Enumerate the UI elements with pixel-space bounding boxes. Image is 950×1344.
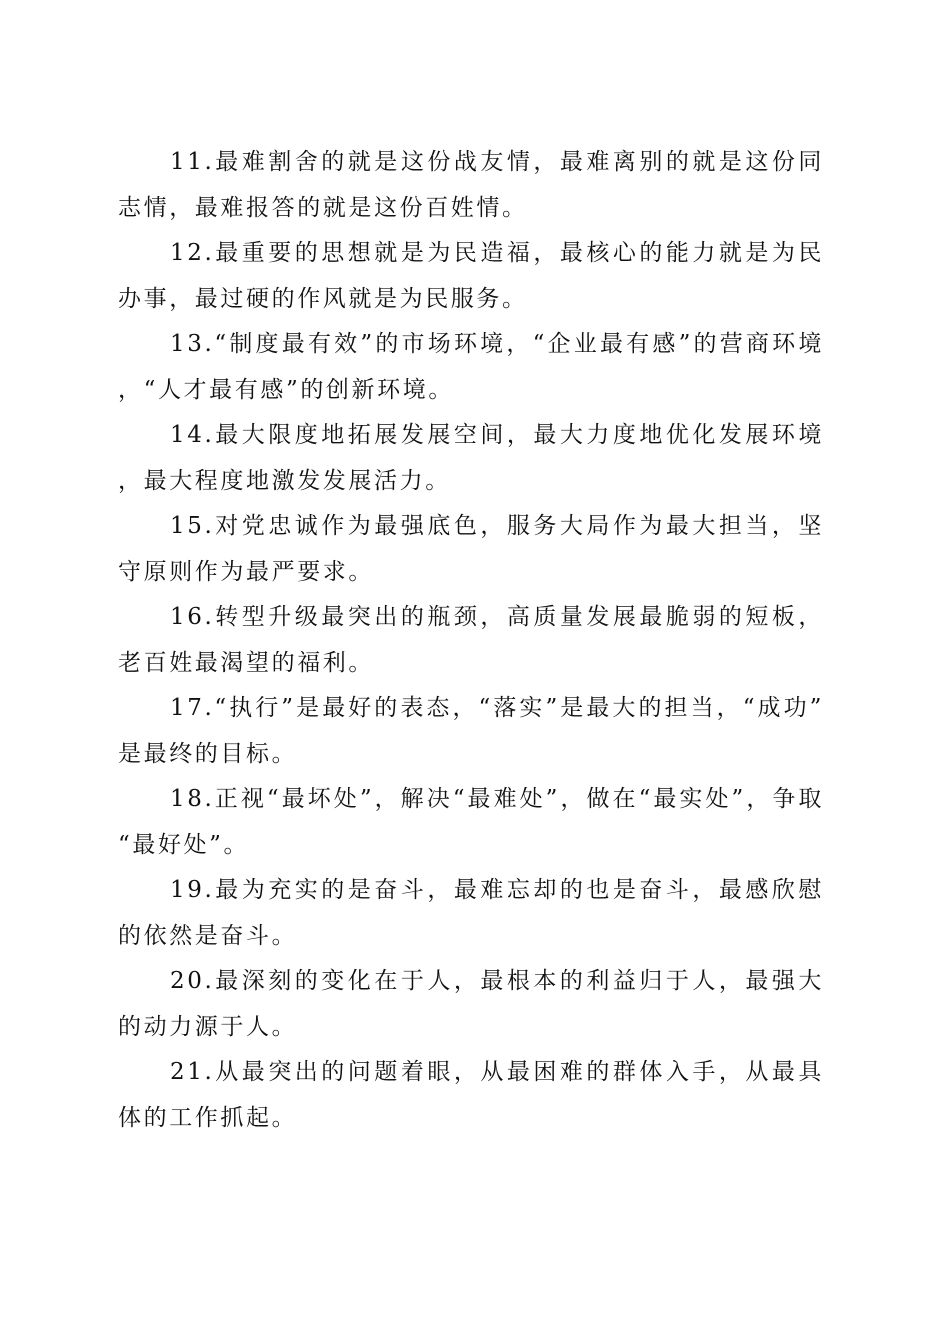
paragraph-12: 12.最重要的思想就是为民造福，最核心的能力就是为民办事，最过硬的作风就是为民服务。 xyxy=(118,240,824,312)
paragraph-17: 17.“执行”是最好的表态，“落实”是最大的担当，“成功”是最终的目标。 xyxy=(118,695,824,767)
paragraph-16: 16.转型升级最突出的瓶颈，高质量发展最脆弱的短板，老百姓最渴望的福利。 xyxy=(118,604,824,676)
paragraph-13: 13.“制度最有效”的市场环境，“企业最有感”的营商环境，“人才最有感”的创新环境。 xyxy=(118,331,824,403)
paragraph-18: 18.正视“最坏处”，解决“最难处”，做在“最实处”，争取“最好处”。 xyxy=(118,786,824,858)
paragraph-19: 19.最为充实的是奋斗，最难忘却的也是奋斗，最感欣慰的依然是奋斗。 xyxy=(118,877,824,949)
paragraph-15: 15.对党忠诚作为最强底色，服务大局作为最大担当，坚守原则作为最严要求。 xyxy=(118,513,824,585)
paragraph-11: 11.最难割舍的就是这份战友情，最难离别的就是这份同志情，最难报答的就是这份百姓情。 xyxy=(118,149,824,221)
paragraph-21: 21.从最突出的问题着眼，从最困难的群体入手，从最具体的工作抓起。 xyxy=(118,1059,824,1131)
paragraph-20: 20.最深刻的变化在于人，最根本的利益归于人，最强大的动力源于人。 xyxy=(118,968,824,1040)
paragraph-14: 14.最大限度地拓展发展空间，最大力度地优化发展环境，最大程度地激发发展活力。 xyxy=(118,422,824,494)
document-page xyxy=(118,140,824,1141)
